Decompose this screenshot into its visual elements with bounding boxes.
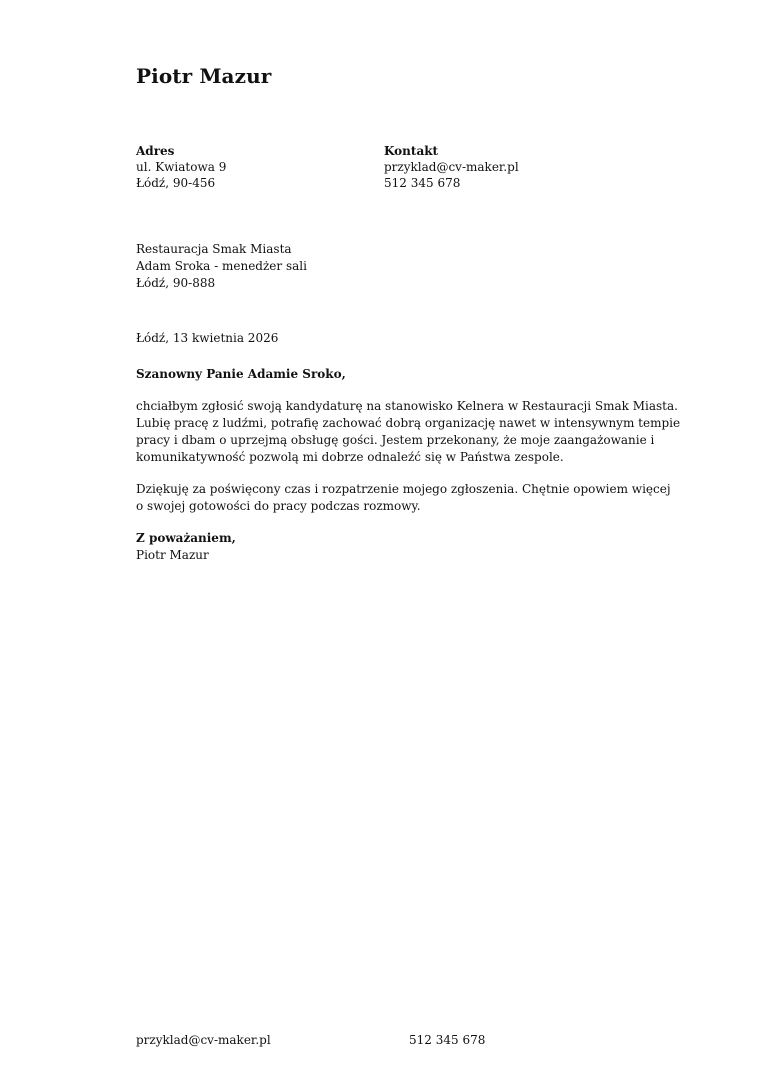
address-block (136, 143, 226, 191)
recipient-block (136, 241, 636, 292)
contact-block (384, 143, 519, 191)
contact-heading: Kontakt (384, 144, 439, 158)
body-paragraph-2 (136, 481, 671, 515)
address-city: Łódź, 90-456 (136, 176, 216, 190)
closing-block (136, 530, 636, 564)
sender-name: Piotr Mazur (136, 64, 272, 88)
body-paragraph-1 (136, 398, 681, 466)
recipient-city: Łódź, 90-888 (136, 276, 216, 290)
paragraph-line: o swojej gotowości do pracy podczas rozmowy. (136, 499, 421, 513)
signature-name: Piotr Mazur (136, 548, 209, 562)
contact-phone: 512 345 678 (384, 176, 461, 190)
paragraph-line: chciałbym zgłosić swoją kandydaturę na stanowisko Kelnera w Restauracji Smak Miasta. (136, 399, 678, 413)
footer-phone: 512 345 678 (409, 1033, 486, 1047)
address-street: ul. Kwiatowa 9 (136, 160, 227, 174)
paragraph-line: komunikatywność pozwolą mi dobrze odnaleźć się w Państwa zespole. (136, 450, 564, 464)
contact-email: przyklad@cv-maker.pl (384, 160, 519, 174)
paragraph-line: Lubię pracę z ludźmi, potrafię zachować dobrą organizację nawet w intensywnym tempie (136, 416, 681, 430)
recipient-company: Restauracja Smak Miasta (136, 242, 292, 256)
footer-email: przyklad@cv-maker.pl (136, 1033, 271, 1047)
closing-phrase: Z poważaniem, (136, 531, 236, 545)
paragraph-line: Dziękuję za poświęcony czas i rozpatrzenie mojego zgłoszenia. Chętnie opowiem więcej (136, 482, 671, 496)
salutation: Szanowny Panie Adamie Sroko, (136, 367, 346, 381)
address-heading: Adres (136, 144, 175, 158)
letter-date: Łódź, 13 kwietnia 2026 (136, 331, 279, 345)
paragraph-line: pracy i dbam o uprzejmą obsługę gości. Jestem przekonany, że moje zaangażowanie i (136, 433, 655, 447)
recipient-person: Adam Sroka - menedżer sali (136, 259, 307, 273)
